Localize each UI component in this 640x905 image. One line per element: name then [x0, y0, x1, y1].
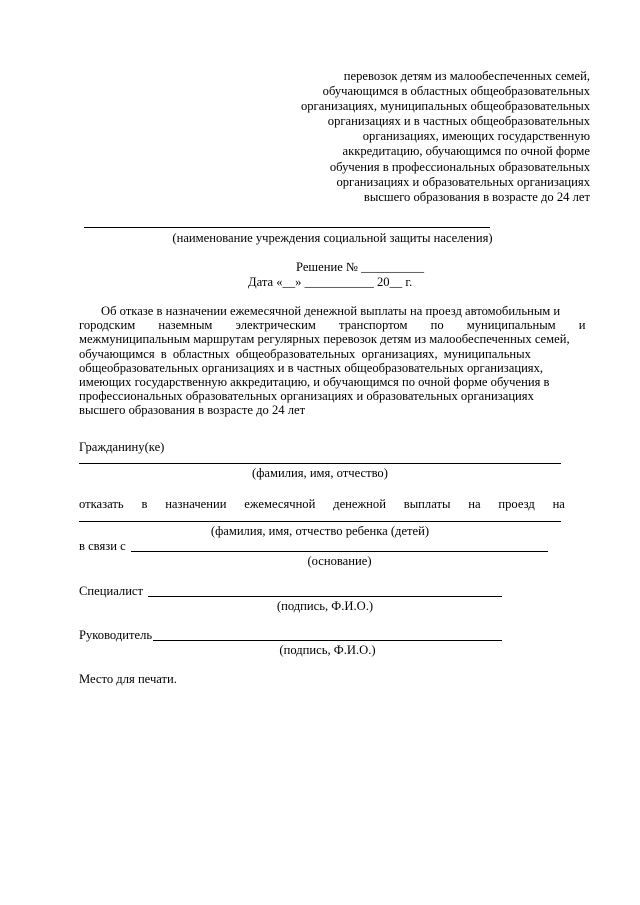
child-caption: (фамилия, имя, отчество ребенка (детей) — [210, 524, 430, 538]
header-line: перевозок детям из малообеспеченных семей, — [343, 69, 590, 83]
citizen-label: Гражданину(ке) — [79, 440, 165, 454]
refuse-word: на — [552, 497, 565, 511]
refuse-word: в — [141, 497, 148, 511]
subject-line: городским наземным электрическим транспортом по муниципальным и — [79, 318, 586, 333]
subject-line: обучающимся в областных общеобразовательных организациях, муниципальных — [79, 346, 531, 361]
citizen-name-line — [79, 463, 561, 464]
refuse-word: денежной — [333, 497, 386, 511]
reason-line — [131, 551, 548, 552]
child-name-line — [79, 521, 561, 522]
refuse-word: выплаты — [403, 497, 451, 511]
institution-line — [84, 227, 490, 228]
citizen-caption: (фамилия, имя, отчество) — [252, 466, 388, 480]
refuse-word: назначении — [165, 497, 227, 511]
header-line: организациях и образовательных организациях — [336, 174, 590, 189]
header-line: обучающимся в областных общеобразовательных — [322, 84, 590, 99]
header-line: организациях и в частных общеобразовательных — [327, 114, 590, 129]
header-line: организациях, имеющих государственную — [362, 129, 590, 144]
head-caption: (подпись, Ф.И.О.) — [279, 643, 376, 657]
refuse-word: ежемесячной — [244, 497, 316, 511]
refuse-word: отказать — [79, 497, 124, 511]
addressee-header — [301, 69, 590, 205]
subject-line-text: Об отказе в назначении ежемесячной денежной выплаты на проезд автомобильным и — [101, 304, 561, 318]
subject-line: общеобразовательных организациях и в частных общеобразовательных организациях, — [79, 360, 544, 375]
specialist-signature-line — [148, 596, 502, 597]
stamp-place: Место для печати. — [79, 672, 177, 686]
subject-line: межмуниципальным маршрутам регулярных перевозок детям из малообеспеченных семей, — [79, 332, 570, 347]
header-line: организациях, муниципальных общеобразовательных — [300, 99, 590, 114]
refuse-statement — [79, 497, 565, 511]
head-label: Руководитель — [79, 628, 153, 642]
decision-number: Решение № __________ — [296, 260, 425, 274]
reason-label: в связи с — [79, 539, 126, 553]
header-line: высшего образования в возрасте до 24 лет — [363, 189, 590, 204]
subject-line: профессиональных образовательных организациях и образовательных организациях — [79, 389, 534, 404]
header-line: обучения в профессиональных образовательных — [329, 159, 590, 174]
head-signature-line — [153, 640, 502, 641]
reason-caption: (основание) — [307, 554, 372, 568]
decision-subject — [79, 304, 586, 418]
refuse-word: на — [468, 497, 481, 511]
decision-date: Дата «__» ___________ 20__ г. — [248, 275, 413, 289]
subject-line: высшего образования в возрасте до 24 лет — [79, 403, 306, 418]
subject-line: имеющих государственную аккредитацию, и обучающимся по очной форме обучения в — [79, 375, 550, 390]
header-line: аккредитацию, обучающимся по очной форме — [342, 144, 590, 159]
specialist-label: Специалист — [79, 584, 144, 598]
specialist-caption: (подпись, Ф.И.О.) — [276, 599, 374, 613]
institution-caption: (наименование учреждения социальной защиты населения) — [172, 231, 493, 245]
refuse-word: проезд — [498, 497, 535, 511]
subject-line — [79, 304, 586, 318]
